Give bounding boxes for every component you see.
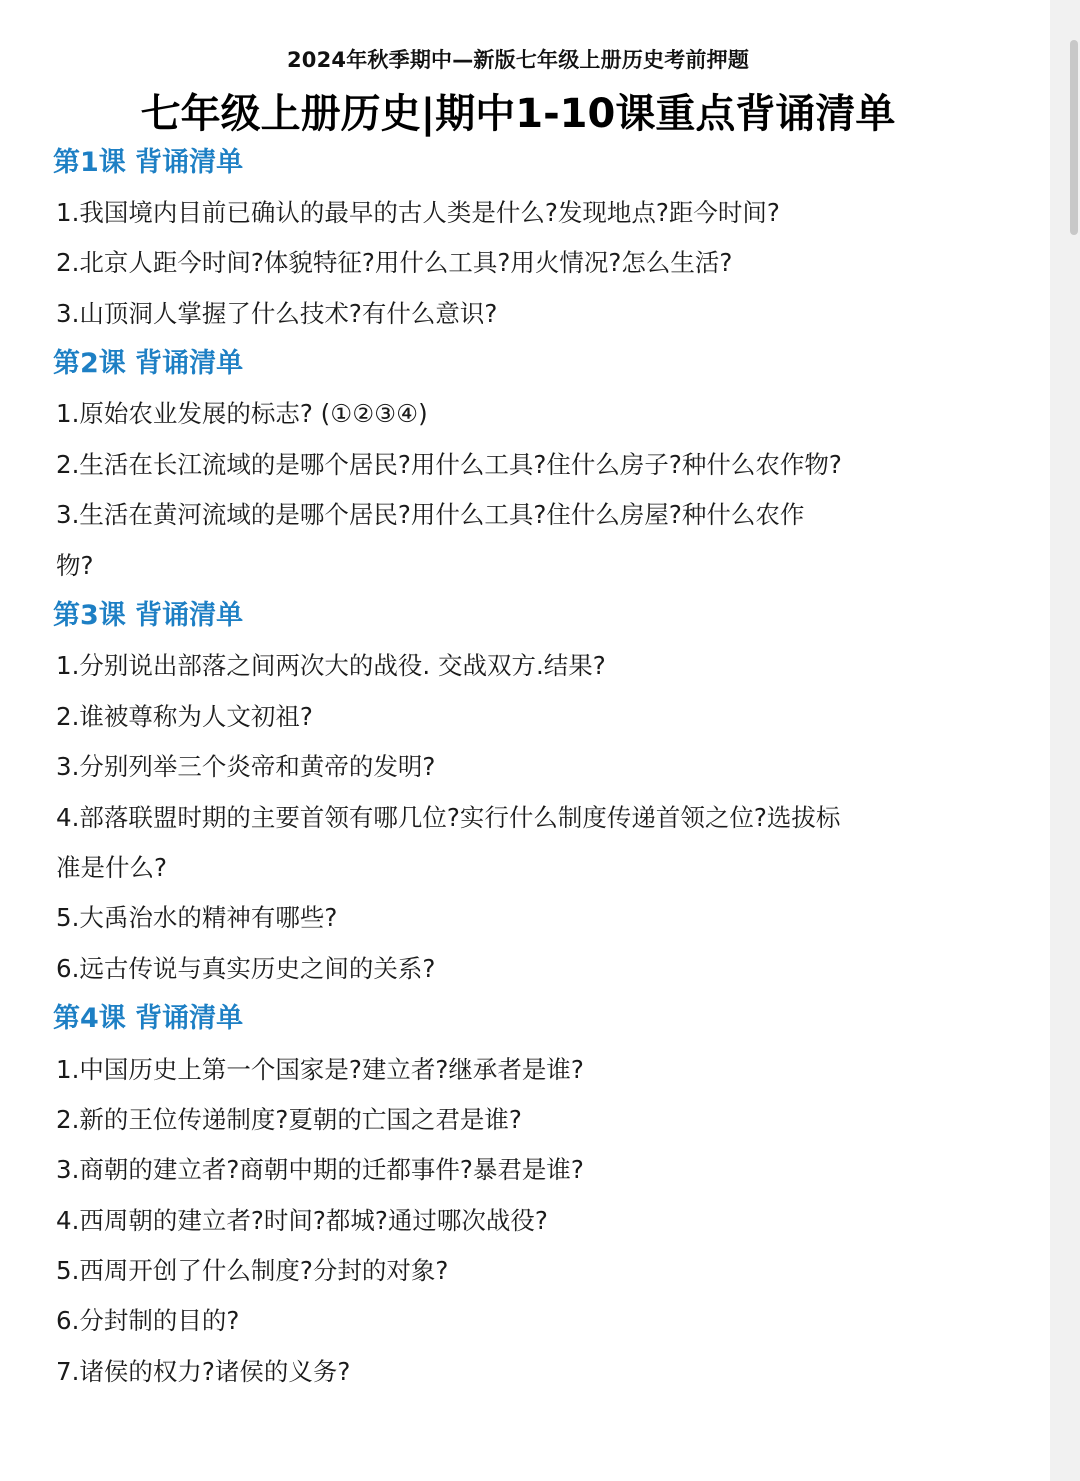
list-item: 4.西周朝的建立者?时间?都城?通过哪次战役? — [56, 1206, 548, 1235]
list-item: 1.原始农业发展的标志? (①②③④) — [56, 399, 428, 428]
list-item: 5.西周开创了什么制度?分封的对象? — [56, 1256, 449, 1285]
list-item: 7.诸侯的权力?诸侯的义务? — [56, 1357, 351, 1386]
list-item: 3.商朝的建立者?商朝中期的迁都事件?暴君是谁? — [56, 1155, 584, 1184]
lesson-4-heading: 第4课 背诵清单 — [53, 1003, 244, 1034]
list-item: 6.远古传说与真实历史之间的关系? — [56, 954, 436, 983]
list-item: 3.山顶洞人掌握了什么技术?有什么意识? — [56, 299, 498, 328]
list-item: 1.分别说出部落之间两次大的战役. 交战双方.结果? — [56, 651, 606, 680]
lesson-3-heading: 第3课 背诵清单 — [53, 600, 244, 631]
lesson-1-heading: 第1课 背诵清单 — [53, 147, 244, 178]
list-item: 2.新的王位传递制度?夏朝的亡国之君是谁? — [56, 1105, 522, 1134]
list-item: 2.生活在长江流域的是哪个居民?用什么工具?住什么房子?种什么农作物? — [56, 450, 842, 479]
list-item: 6.分封制的目的? — [56, 1306, 240, 1335]
document-title: 七年级上册历史|期中1-10课重点背诵清单 — [140, 91, 896, 137]
list-item: 1.中国历史上第一个国家是?建立者?继承者是谁? — [56, 1055, 584, 1084]
list-item: 2.谁被尊称为人文初祖? — [56, 702, 313, 731]
list-item: 3.分别列举三个炎帝和黄帝的发明? — [56, 752, 436, 781]
list-item-continued: 准是什么? — [56, 853, 168, 882]
list-item: 2.北京人距今时间?体貌特征?用什么工具?用火情况?怎么生活? — [56, 248, 733, 277]
list-item: 1.我国境内目前已确认的最早的古人类是什么?发现地点?距今时间? — [56, 198, 780, 227]
list-item: 4.部落联盟时期的主要首领有哪几位?实行什么制度传递首领之位?选拔标 — [56, 803, 841, 832]
list-item: 3.生活在黄河流域的是哪个居民?用什么工具?住什么房屋?种什么农作 — [56, 500, 805, 529]
document-subtitle: 2024年秋季期中—新版七年级上册历史考前押题 — [286, 48, 750, 72]
list-item-continued: 物? — [56, 551, 94, 580]
vertical-scrollbar-thumb[interactable] — [1070, 40, 1078, 235]
list-item: 5.大禹治水的精神有哪些? — [56, 903, 338, 932]
lesson-2-heading: 第2课 背诵清单 — [53, 348, 244, 379]
